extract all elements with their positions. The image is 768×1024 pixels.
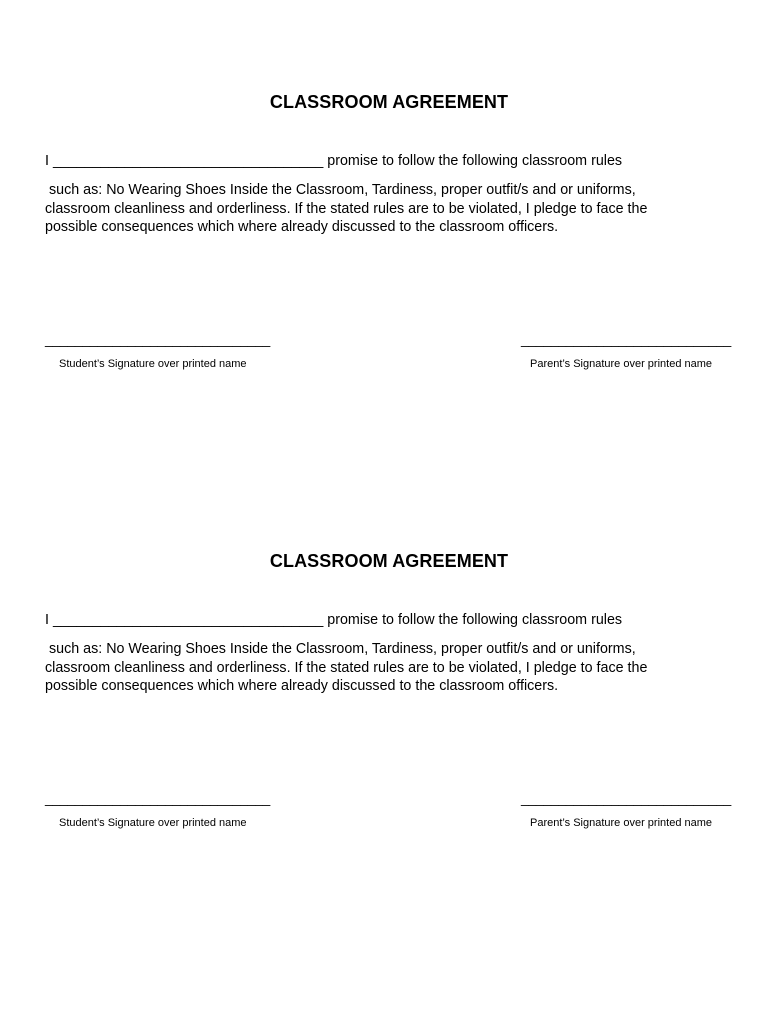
parent-signature-line: ____________________________ [521, 332, 732, 347]
rules-paragraph: such as: No Wearing Shoes Inside the Classroom, Tardiness, proper outfit/s and or uniforms, classroom cleanliness and orderliness. If the stated rules are to be violated, I pledge to face the possible consequences which where already discussed to the classroom officers. [45, 641, 648, 694]
parent-signature-line: ____________________________ [521, 791, 732, 806]
agreement-title: CLASSROOM AGREEMENT [269, 92, 509, 112]
classroom-agreement-form [0, 0, 768, 370]
student-signature-line: ______________________________ [45, 332, 271, 347]
student-signature-line: ______________________________ [45, 791, 271, 806]
promise-statement: I __________________________________ promise to follow the following classroom rules [45, 153, 623, 169]
promise-statement: I __________________________________ promise to follow the following classroom rules [45, 612, 623, 628]
parent-signature-caption: Parent’s Signature over printed name [530, 817, 713, 829]
agreement-title: CLASSROOM AGREEMENT [269, 551, 509, 571]
student-signature-caption: Student’s Signature over printed name [59, 817, 247, 829]
classroom-agreement-form [0, 459, 768, 829]
rules-paragraph: such as: No Wearing Shoes Inside the Classroom, Tardiness, proper outfit/s and or uniforms, classroom cleanliness and orderliness. If the stated rules are to be violated, I pledge to face the possible consequences which where already discussed to the classroom officers. [45, 182, 648, 235]
student-signature-caption: Student’s Signature over printed name [59, 358, 247, 370]
parent-signature-caption: Parent’s Signature over printed name [530, 358, 713, 370]
